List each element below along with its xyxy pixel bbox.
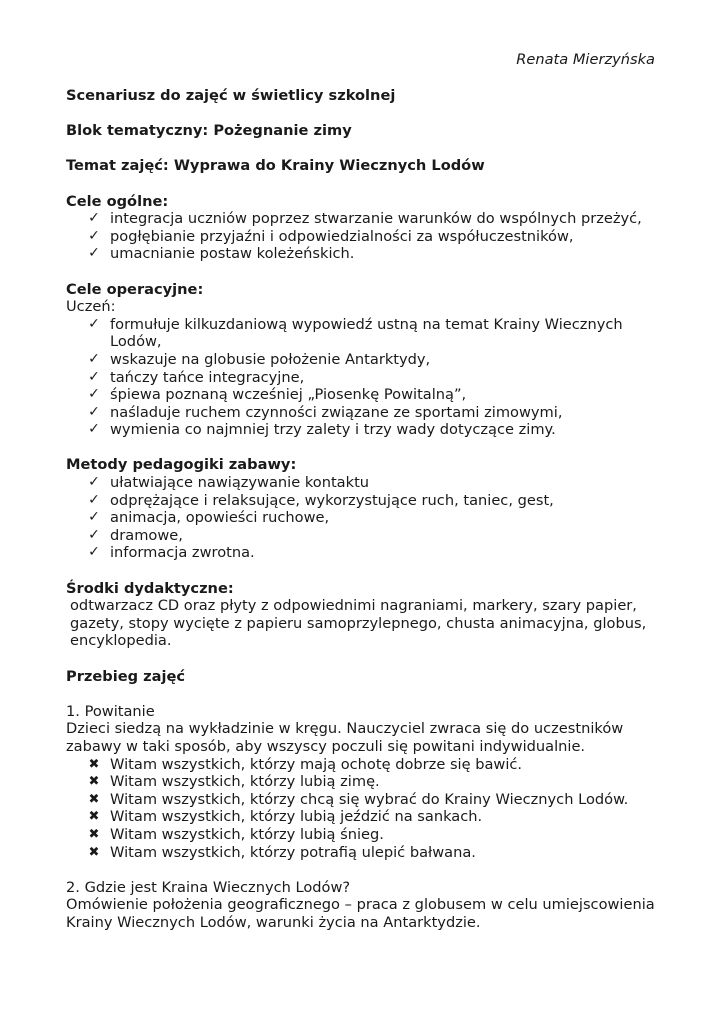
cross-bullet-icon: ✖ (88, 826, 100, 842)
checkmark-icon: ✓ (88, 315, 100, 332)
list-item: ✓ formułuje kilkuzdaniową wypowiedź ustną na temat Krainy Wiecznych Lodów, (66, 316, 666, 351)
checkmark-icon: ✓ (88, 245, 100, 262)
list-item: ✖ Witam wszystkich, którzy lubią jeździć na sankach. (66, 808, 666, 826)
list-item: ✓ wskazuje na globusie położenie Antarktydy, (66, 351, 666, 369)
operational-goals-heading: Cele operacyjne: (66, 280, 204, 298)
cross-bullet-icon: ✖ (88, 774, 100, 790)
cross-bullet-icon: ✖ (88, 809, 100, 825)
cross-bullet-icon: ✖ (88, 791, 100, 807)
list-item: ✓ naśladuje ruchem czynności związane ze sportami zimowymi, (66, 404, 666, 422)
methods-list (66, 474, 666, 562)
list-item: ✓ umacnianie postaw koleżeńskich. (66, 245, 666, 263)
checkmark-icon: ✓ (88, 526, 100, 543)
list-item: ✓ animacja, opowieści ruchowe, (66, 509, 666, 527)
list-item: ✓ wymienia co najmniej trzy zalety i trzy wady dotyczące zimy. (66, 421, 666, 439)
list-item: ✓ śpiewa poznaną wcześniej „Piosenkę Powitalną”, (66, 386, 666, 404)
cross-bullet-icon: ✖ (88, 844, 100, 860)
checkmark-icon: ✓ (88, 509, 100, 526)
general-goals-list (66, 210, 666, 263)
list-item: ✓ informacja zwrotna. (66, 544, 666, 562)
checkmark-icon: ✓ (88, 227, 100, 244)
checkmark-icon: ✓ (88, 474, 100, 491)
materials-text: odtwarzacz CD oraz płyty z odpowiednimi nagraniami, markery, szary papier, gazety, stopy wycięte z papieru samoprzylepnego, chusta animacyjna, globus, encyklopedia. (70, 597, 647, 650)
checkmark-icon: ✓ (88, 544, 100, 561)
checkmark-icon: ✓ (88, 350, 100, 367)
list-item: ✓ dramowe, (66, 527, 666, 545)
list-item: ✓ odprężające i relaksujące, wykorzystujące ruch, taniec, gest, (66, 492, 666, 510)
cross-bullet-icon: ✖ (88, 756, 100, 772)
step-1-text: Dzieci siedzą na wykładzinie w kręgu. Nauczyciel zwraca się do uczestników zabawy w taki sposób, aby wszyscy poczuli się powitani indywidualnie. (66, 720, 624, 755)
checkmark-icon: ✓ (88, 403, 100, 420)
checkmark-icon: ✓ (88, 368, 100, 385)
list-item: ✓ tańczy tańce integracyjne, (66, 369, 666, 387)
checkmark-icon: ✓ (88, 210, 100, 227)
list-item: ✖ Witam wszystkich, którzy chcą się wybrać do Krainy Wiecznych Lodów. (66, 791, 666, 809)
list-item: ✖ Witam wszystkich, którzy lubią zimę. (66, 773, 666, 791)
checkmark-icon: ✓ (88, 491, 100, 508)
greetings-list (66, 756, 666, 862)
materials-heading: Środki dydaktyczne: (66, 579, 234, 597)
checkmark-icon: ✓ (88, 421, 100, 438)
document-body (66, 87, 666, 932)
list-item: ✖ Witam wszystkich, którzy potrafią ulepić bałwana. (66, 844, 666, 862)
methods-heading: Metody pedagogiki zabawy: (66, 456, 297, 474)
list-item: ✖ Witam wszystkich, którzy lubią śnieg. (66, 826, 666, 844)
operational-goals-list (66, 316, 666, 439)
step-2-text: Omówienie położenia geograficznego – praca z globusem w celu umiejscowienia Krainy Wiecznych Lodów, warunki życia na Antarktydzie. (66, 896, 655, 931)
author-name: Renata Mierzyńska (516, 51, 655, 68)
step-2-title: 2. Gdzie jest Kraina Wiecznych Lodów? (66, 878, 351, 896)
thematic-block: Blok tematyczny: Pożegnanie zimy (66, 122, 352, 140)
list-item: ✓ pogłębianie przyjaźni i odpowiedzialności za współuczestników, (66, 228, 666, 246)
course-heading: Przebieg zajęć (66, 667, 186, 685)
general-goals-heading: Cele ogólne: (66, 192, 169, 210)
step-1-title: 1. Powitanie (66, 702, 155, 720)
list-item: ✖ Witam wszystkich, którzy mają ochotę dobrze się bawić. (66, 756, 666, 774)
list-item: ✓ integracja uczniów poprzez stwarzanie warunków do wspólnych przeżyć, (66, 210, 666, 228)
list-item: ✓ ułatwiające nawiązywanie kontaktu (66, 474, 666, 492)
checkmark-icon: ✓ (88, 386, 100, 403)
operational-goals-intro: Uczeń: (66, 298, 116, 316)
lesson-topic: Temat zajęć: Wyprawa do Krainy Wiecznych Lodów (66, 157, 485, 175)
document-title: Scenariusz do zajęć w świetlicy szkolnej (66, 87, 396, 104)
